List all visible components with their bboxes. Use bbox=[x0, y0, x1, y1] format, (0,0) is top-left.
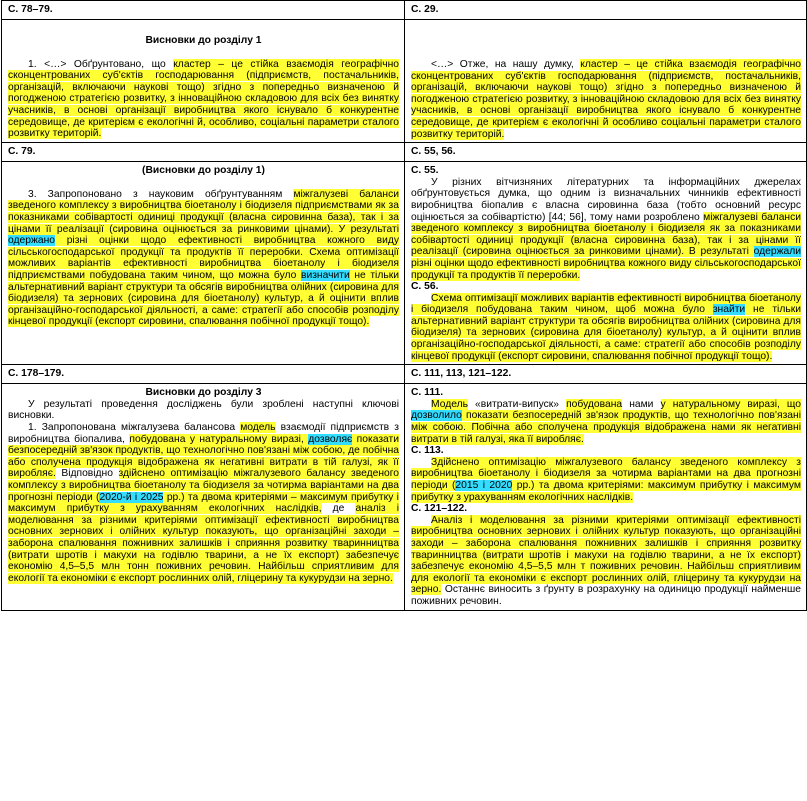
text-segment: (Висновки до розділу 1) bbox=[142, 165, 265, 177]
highlight-cyan: одержали bbox=[753, 246, 801, 258]
paragraph bbox=[8, 189, 399, 328]
spacer bbox=[411, 47, 801, 59]
spacer bbox=[411, 23, 801, 35]
highlight-yellow: кластер – це стійка взаємодія географічно сконцентрованих суб'єктів господарювання (підприємств, постачальників, організацій, включаючи наукові тощо) згідно з попередньо визначеною й погодженою стратегією розвитку, з інноваційною складовою для всіх без винятку учасників, в основі організації виробництва якого існувало б конкурентне середовище, де критерієм є екологічні й особливо соціальні параметри сталого розвитку територій. bbox=[411, 59, 801, 140]
highlight-yellow: не тільки альтернативний варіант структури та обсягів виробництва олійних (сировина для біодизеля) та зернових (сировина для біоетанолу) культур, а й оцінити вплив організаційно-господарської діяльності, а саме: стратегії або способів розподілу кінцевої продукції (експорт сировини, спалювання побічної продукції тощо). bbox=[411, 304, 801, 362]
compared-page-ref: С. 55, 56. bbox=[405, 143, 807, 162]
paragraph bbox=[411, 457, 801, 503]
section-heading bbox=[8, 35, 399, 47]
page-reference bbox=[411, 165, 801, 177]
highlight-yellow: не тільки альтернативний варіант структури та обсягів виробництва олійних (сировина для біодизеля) та зернових (сировина для біоетанолу) культур, а й оцінити вплив організаційно-господарської діяльності, а саме: стратегії або способів розподілу кінцевої продукції (експорт сировини, спалювання побічної продукції тощо). bbox=[8, 269, 399, 328]
paragraph bbox=[411, 399, 801, 445]
compared-page-ref: С. 29. bbox=[405, 1, 807, 20]
highlight-cyan: 2015 і 2020 bbox=[455, 480, 513, 491]
compared-text-cell bbox=[405, 20, 807, 143]
highlight-yellow: здійснено оптимізацію міжгалузевого балансу зведеного комплексу з виробництва біоетанолу та біодизеля за чотирма варіантами на два прогнозні періоди ( bbox=[8, 468, 399, 503]
text-segment: «витрати-випуск» bbox=[467, 398, 567, 410]
text-segment: Висновки до розділу 3 bbox=[145, 387, 262, 399]
highlight-yellow: Модель bbox=[431, 398, 468, 410]
text-segment: У різних вітчизняних літературних та інформаційних джерелах обґрунтовується думка, що одним із визначальних чинників ефективності виробництва біопалив є власна сировинна база (тобто основний ресурс оцінюється за собівартістю) [44; 56], тому нами розроблено bbox=[411, 176, 801, 223]
highlight-yellow: різні оцінки щодо ефективності виробництва кожного виду сільськогосподарської продукції та продуктів її переробки. Схема оптимізації можливих варіантів ефективності виробництва біоетанолу і біодизеля підприємствами побудована таким чином, що можна було bbox=[8, 235, 399, 281]
content-row bbox=[2, 20, 807, 143]
source-page-ref: С. 78–79. bbox=[2, 1, 405, 20]
reference-row bbox=[2, 365, 807, 384]
highlight-yellow: різні оцінки щодо ефективності виробництва кожного виду сільськогосподарської продукції та продуктів її переробки. bbox=[411, 257, 801, 281]
text-segment: С. 121–122. bbox=[411, 503, 468, 515]
source-page-ref: С. 79. bbox=[2, 143, 405, 162]
text-segment: С. 113. bbox=[411, 445, 444, 457]
spacer bbox=[411, 35, 801, 47]
paragraph bbox=[411, 177, 801, 281]
text-segment: С. 55. bbox=[411, 165, 439, 177]
highlight-cyan: дозволило bbox=[411, 410, 462, 422]
text-segment: С. 56. bbox=[411, 281, 439, 293]
text-segment: Останнє bbox=[441, 584, 485, 596]
paragraph bbox=[8, 59, 399, 140]
compared-page-ref: С. 111, 113, 121–122. bbox=[405, 365, 807, 384]
text-segment: Відповідно bbox=[55, 468, 119, 480]
paragraph bbox=[411, 293, 801, 363]
highlight-yellow: міжгалузеві баланси зведеного комплексу з виробництва біоетанолу і біодизеля підприємствами як за показниками собівартості одиниці продукції (власна сировинна база), так і за цінами її реалізації (сировина оцінюється за ринковими цінами). У результаті bbox=[8, 188, 399, 235]
highlight-yellow: модель bbox=[240, 422, 276, 434]
content-row bbox=[2, 162, 807, 365]
source-page-ref: С. 178–179. bbox=[2, 365, 405, 384]
highlight-yellow: побудована у натуральному виразі, bbox=[129, 433, 309, 445]
text-segment: 3. Запропоновано з науковим обґрунтуванням bbox=[28, 188, 294, 200]
text-segment: Висновки до розділу 1 bbox=[145, 35, 262, 46]
spacer bbox=[8, 23, 399, 35]
highlight-cyan: одержано bbox=[8, 235, 55, 247]
paragraph bbox=[411, 515, 801, 608]
source-text-cell bbox=[2, 20, 405, 143]
text-segment: виносить з ґрунту в розрахунку на одиницю продукції найменше поживних речовин. bbox=[411, 584, 801, 607]
comparison-table-body bbox=[2, 1, 807, 611]
section-heading bbox=[8, 165, 399, 177]
text-segment: У результаті проведення досліджень були зроблені наступні ключові висновки. bbox=[8, 398, 399, 422]
paragraph bbox=[8, 399, 399, 422]
reference-row bbox=[2, 143, 807, 162]
highlight-yellow: Аналіз і моделювання за різними критеріями оптимізації ефективності виробництва основних зернових і олійних культур показують, що організаційні заходи – заборона спалювання пожнивних залишків і сприяння розвитку тваринництва (витрати шротів і макухи на годівлю тварини, а не їх експорт) забезпечує економію 4,5–5,5 млн т поживних речовин. Найбільш сприятливим для екології та економіки є експорт рослинних олій, гліцерину та кукурудзи на зерно. bbox=[411, 514, 801, 596]
content-row bbox=[2, 384, 807, 610]
spacer bbox=[8, 177, 399, 189]
compared-text-cell bbox=[405, 162, 807, 365]
spacer bbox=[8, 47, 399, 59]
highlight-yellow: Схема оптимізації можливих варіантів ефективності виробництва біоетанолу і біодизеля побудована таким чином, щоб можна було bbox=[411, 292, 801, 316]
paragraph bbox=[411, 59, 801, 140]
highlight-yellow: у натуральному виразі, що bbox=[660, 398, 801, 410]
section-heading bbox=[8, 387, 399, 399]
highlight-cyan: 2020-й і 2025 bbox=[99, 491, 164, 503]
highlight-yellow: кластер – це стійка взаємодія географічно сконцентрованих суб'єктів господарювання (підприємств, постачальників, організацій, включаючи наукові тощо) згідно з попередньо визначеною й погодженою стратегією розвитку, з інноваційною складовою для всіх без винятку учасників, в основі організації виробництва якого існувало б конкурентне середовище, де критерієм є екологічні й, особливо, соціальні параметри сталого розвитку територій. bbox=[8, 58, 399, 140]
highlight-yellow: показати безпосередній зв'язок продуктів, що технологічно пов'язані між собою, де побічна або сполучена продукція відображена як негативні витрати в тій галузі, як її виробляє. bbox=[8, 433, 400, 480]
highlight-yellow: показати безпосередній зв'язок продуктів, що технологічно пов'язані між собою. Побічна або сполучена продукція відображена нами як негативні витрати в тій галузі, яка її виробляє. bbox=[411, 410, 801, 445]
page-reference bbox=[411, 387, 801, 399]
highlight-yellow: міжгалузеві баланси зведеного комплексу з виробництва біоетанолу і біодизеля як за показниками собівартості одиниці продукції (власна сировинна база), так і за цінами її реалізації (сировина оцінюється за ринковими цінами). В результаті bbox=[411, 211, 802, 258]
text-segment: 1. <…> Обґрунтовано, що bbox=[28, 58, 174, 70]
text-segment: С. 111. bbox=[411, 387, 444, 399]
text-segment: 1. Запропонована міжгалузева балансова bbox=[28, 422, 241, 434]
text-segment: де bbox=[321, 503, 356, 515]
source-text-cell bbox=[2, 162, 405, 365]
page-reference bbox=[411, 445, 801, 457]
highlight-yellow: рр.) та двома критеріями – максимум прибутку і максимум прибутку з урахуванням екологічних наслідків, bbox=[8, 491, 399, 515]
highlight-yellow: аналіз і моделювання за різними критеріями оптимізації ефективності виробництва основних зернових і олійних культур показують, що організаційні заходи – заборона спалювання пожнивних залишків і сприяння розвитку тваринництва (витрати шротів і макухи на годівлю тварини, а не їх експорт) забезпечує економію 4,5–5,5 млн тонн поживних речовин. Найбільш сприятливим для екології та економіки є експорт рослинних олій, гліцерину та кукурудзи на зерно. bbox=[8, 503, 399, 584]
compared-text-cell bbox=[405, 384, 807, 610]
reference-row bbox=[2, 1, 807, 20]
source-text-cell bbox=[2, 384, 405, 610]
highlight-cyan: знайти bbox=[712, 304, 746, 316]
highlight-cyan: дозволяє bbox=[308, 433, 353, 445]
page-reference bbox=[411, 281, 801, 293]
comparison-table bbox=[1, 0, 807, 611]
text-segment: взаємодії підприємств з виробництва біопалива, bbox=[8, 422, 399, 445]
page-reference bbox=[411, 503, 801, 515]
highlight-cyan: визначити bbox=[300, 269, 350, 281]
paragraph bbox=[8, 422, 399, 584]
text-segment: нами bbox=[622, 398, 661, 410]
highlight-yellow: Здійснено оптимізацію міжгалузевого балансу зведеного комплексу з виробництва біоетанолу і біодизеля за чотирма варіантами на два прогнозні періоди ( bbox=[411, 456, 801, 491]
highlight-yellow: рр.) та двома критеріями: максимум прибутку і максимум прибутку з урахуванням екологічних наслідків. bbox=[411, 480, 802, 503]
text-segment: <…> Отже, на нашу думку, bbox=[431, 59, 581, 70]
highlight-yellow: побудована bbox=[566, 398, 623, 410]
